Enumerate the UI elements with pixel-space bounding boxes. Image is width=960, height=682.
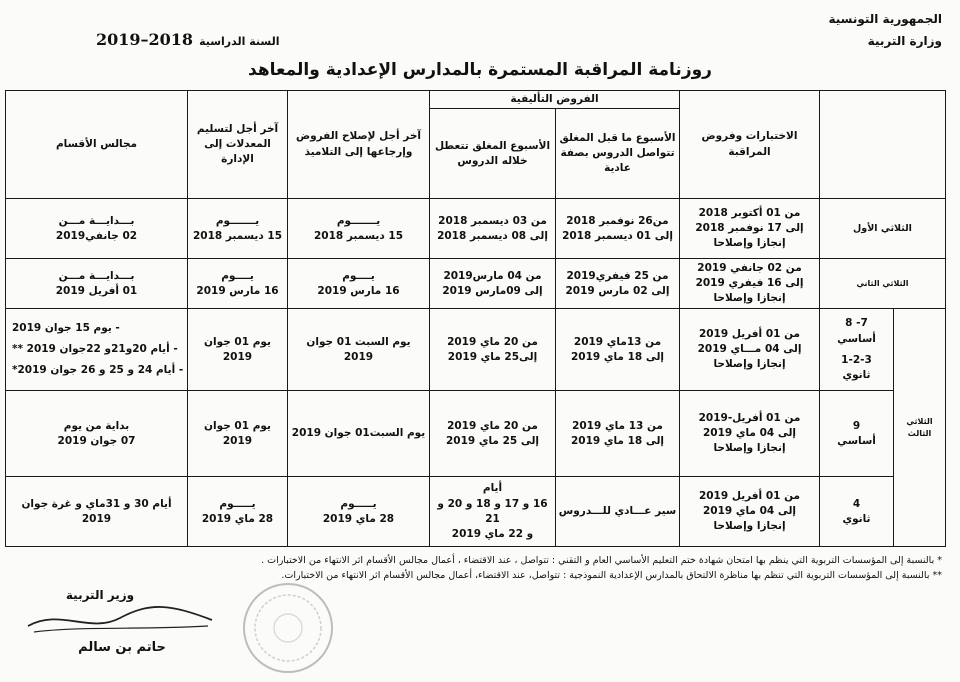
header-synthesis: الفروض التأليفية: [430, 91, 680, 109]
school-year-value: 2018–2019: [96, 30, 194, 49]
trimester-cell: الثلاثي الثاني: [820, 259, 946, 309]
header-correction: آخر أجل لإصلاح الفروض وإرجاعها إلى التلاميذ: [288, 91, 430, 199]
week-before-cell: من 25 فيفري2019 إلى 02 مارس 2019: [556, 259, 680, 309]
correction-cell: يوم السبت01 جوان 2019: [288, 391, 430, 477]
closed-week-cell: من 04 مارس2019 إلى 09مارس 2019: [430, 259, 556, 309]
councils-cell: بـــدايـــة مـــن 01 أفريل 2019: [6, 259, 188, 309]
councils-cell: بداية من يوم 07 جوان 2019: [6, 391, 188, 477]
footnotes: [22, 553, 942, 583]
correction-cell: يوم السبت 01 جوان 2019: [288, 309, 430, 391]
header-tests: الاختبارات وفروض المراقبة: [680, 91, 820, 199]
closed-week-cell: من 03 ديسمبر 2018 إلى 08 ديسمبر 2018: [430, 199, 556, 259]
document-title: روزنامة المراقبة المستمرة بالمدارس الإعدادية والمعاهد: [248, 60, 712, 80]
footnote: * بالنسبة إلى المؤسسات التربوية التي ينظم بها امتحان شهادة ختم التعليم الأساسي العام و التقني : تتواصل ، عند الاقتضاء ، أعمال مجالس الأقسام اثر الانتهاء من الاختبارات .: [261, 555, 942, 566]
closed-week-cell: أيام 16 و 17 و 18 و 20 و 21 و 22 ماي 2019: [430, 477, 556, 547]
correction-cell: يـــــــوم 15 ديسمبر 2018: [288, 199, 430, 259]
table-row: [6, 199, 946, 259]
official-stamp-icon: [238, 578, 338, 678]
table-row: [6, 309, 946, 391]
level-cell: 9 أساسي: [820, 391, 894, 477]
level-cell: 7- 8 أساسي 1-2-3 ثانوي: [820, 309, 894, 391]
ministry-header: [828, 8, 942, 52]
week-before-cell: سير عـــادي للـــدروس: [556, 477, 680, 547]
assessment-calendar-table: [5, 90, 946, 547]
header-submission: آخر أجل لتسليم المعدلات إلى الإدارة: [188, 91, 288, 199]
level-cell: 4 ثانوي: [820, 477, 894, 547]
header-week-before: الأسبوع ما قبل المغلق تتواصل الدروس بصفة عادية: [556, 109, 680, 199]
closed-week-cell: من 20 ماي 2019 إلى25 ماي 2019: [430, 309, 556, 391]
table-row: [6, 259, 946, 309]
week-before-cell: من 13 ماي 2019 إلى 18 ماي 2019: [556, 391, 680, 477]
councils-cell: أيام 30 و 31ماي و غرة جوان 2019: [6, 477, 188, 547]
correction-cell: يــــوم 16 مارس 2019: [288, 259, 430, 309]
tests-cell: من 01 أفريل 2019 إلى 04 ماي 2019 إنجازا وإصلاحا: [680, 477, 820, 547]
week-before-cell: من 13ماي 2019 إلى 18 ماي 2019: [556, 309, 680, 391]
trimester-cell: الثلاثي الثالث: [894, 309, 946, 547]
signature-icon: [20, 590, 220, 640]
week-before-cell: من26 نوفمبر 2018 إلى 01 ديسمبر 2018: [556, 199, 680, 259]
councils-cell: - يوم 15 جوان 2019 - أيام 20و21و 22جوان 2019 ** - أيام 24 و 25 و 26 جوان 2019*: [6, 309, 188, 391]
republic-label: الجمهورية التونسية: [828, 12, 942, 26]
closed-week-cell: من 20 ماي 2019 إلى 25 ماي 2019: [430, 391, 556, 477]
councils-cell: بـــدايـــة مـــن 02 جانفي2019: [6, 199, 188, 259]
submission-cell: يــــوم 16 مارس 2019: [188, 259, 288, 309]
tests-cell: من 01 أفريل 2019 إلى 04 مـــاي 2019 إنجازا وإصلاحا: [680, 309, 820, 391]
correction-cell: يـــــوم 28 ماي 2019: [288, 477, 430, 547]
signatory-name: حاتم بن سالم: [78, 640, 166, 655]
school-year: [96, 30, 279, 49]
tests-cell: من 02 جانفي 2019 إلى 16 فيفري 2019 إنجازا وإصلاحا: [680, 259, 820, 309]
footnote: ** بالنسبة إلى المؤسسات التربوية التي تنظم بها مناظرة الالتحاق بالمدارس الإعدادية النموذجية : تتواصل، عند الاقتضاء، أعمال مجالس الأقسام اثر الانتهاء من الاختبارات.: [281, 570, 942, 581]
submission-cell: يـــــوم 28 ماي 2019: [188, 477, 288, 547]
table-row: [6, 391, 946, 477]
tests-cell: من 01 أكتوبر 2018 إلى 17 نوفمبر 2018 إنجازا وإصلاحا: [680, 199, 820, 259]
submission-cell: يوم 01 جوان 2019: [188, 309, 288, 391]
submission-cell: يـــــــوم 15 ديسمبر 2018: [188, 199, 288, 259]
header-trimester: [820, 91, 946, 199]
header-closed-week: الأسبوع المغلق تتعطل خلاله الدروس: [430, 109, 556, 199]
signatory-title: وزير التربية: [65, 588, 135, 602]
ministry-label: وزارة التربية: [867, 34, 942, 48]
table-row: [6, 477, 946, 547]
school-year-label: السنة الدراسية: [199, 35, 280, 48]
header-councils: مجالس الأقسام: [6, 91, 188, 199]
trimester-cell: الثلاثي الأول: [820, 199, 946, 259]
tests-cell: من 01 أفريل-2019 إلى 04 ماي 2019 إنجازا وإصلاحا: [680, 391, 820, 477]
submission-cell: يوم 01 جوان 2019: [188, 391, 288, 477]
